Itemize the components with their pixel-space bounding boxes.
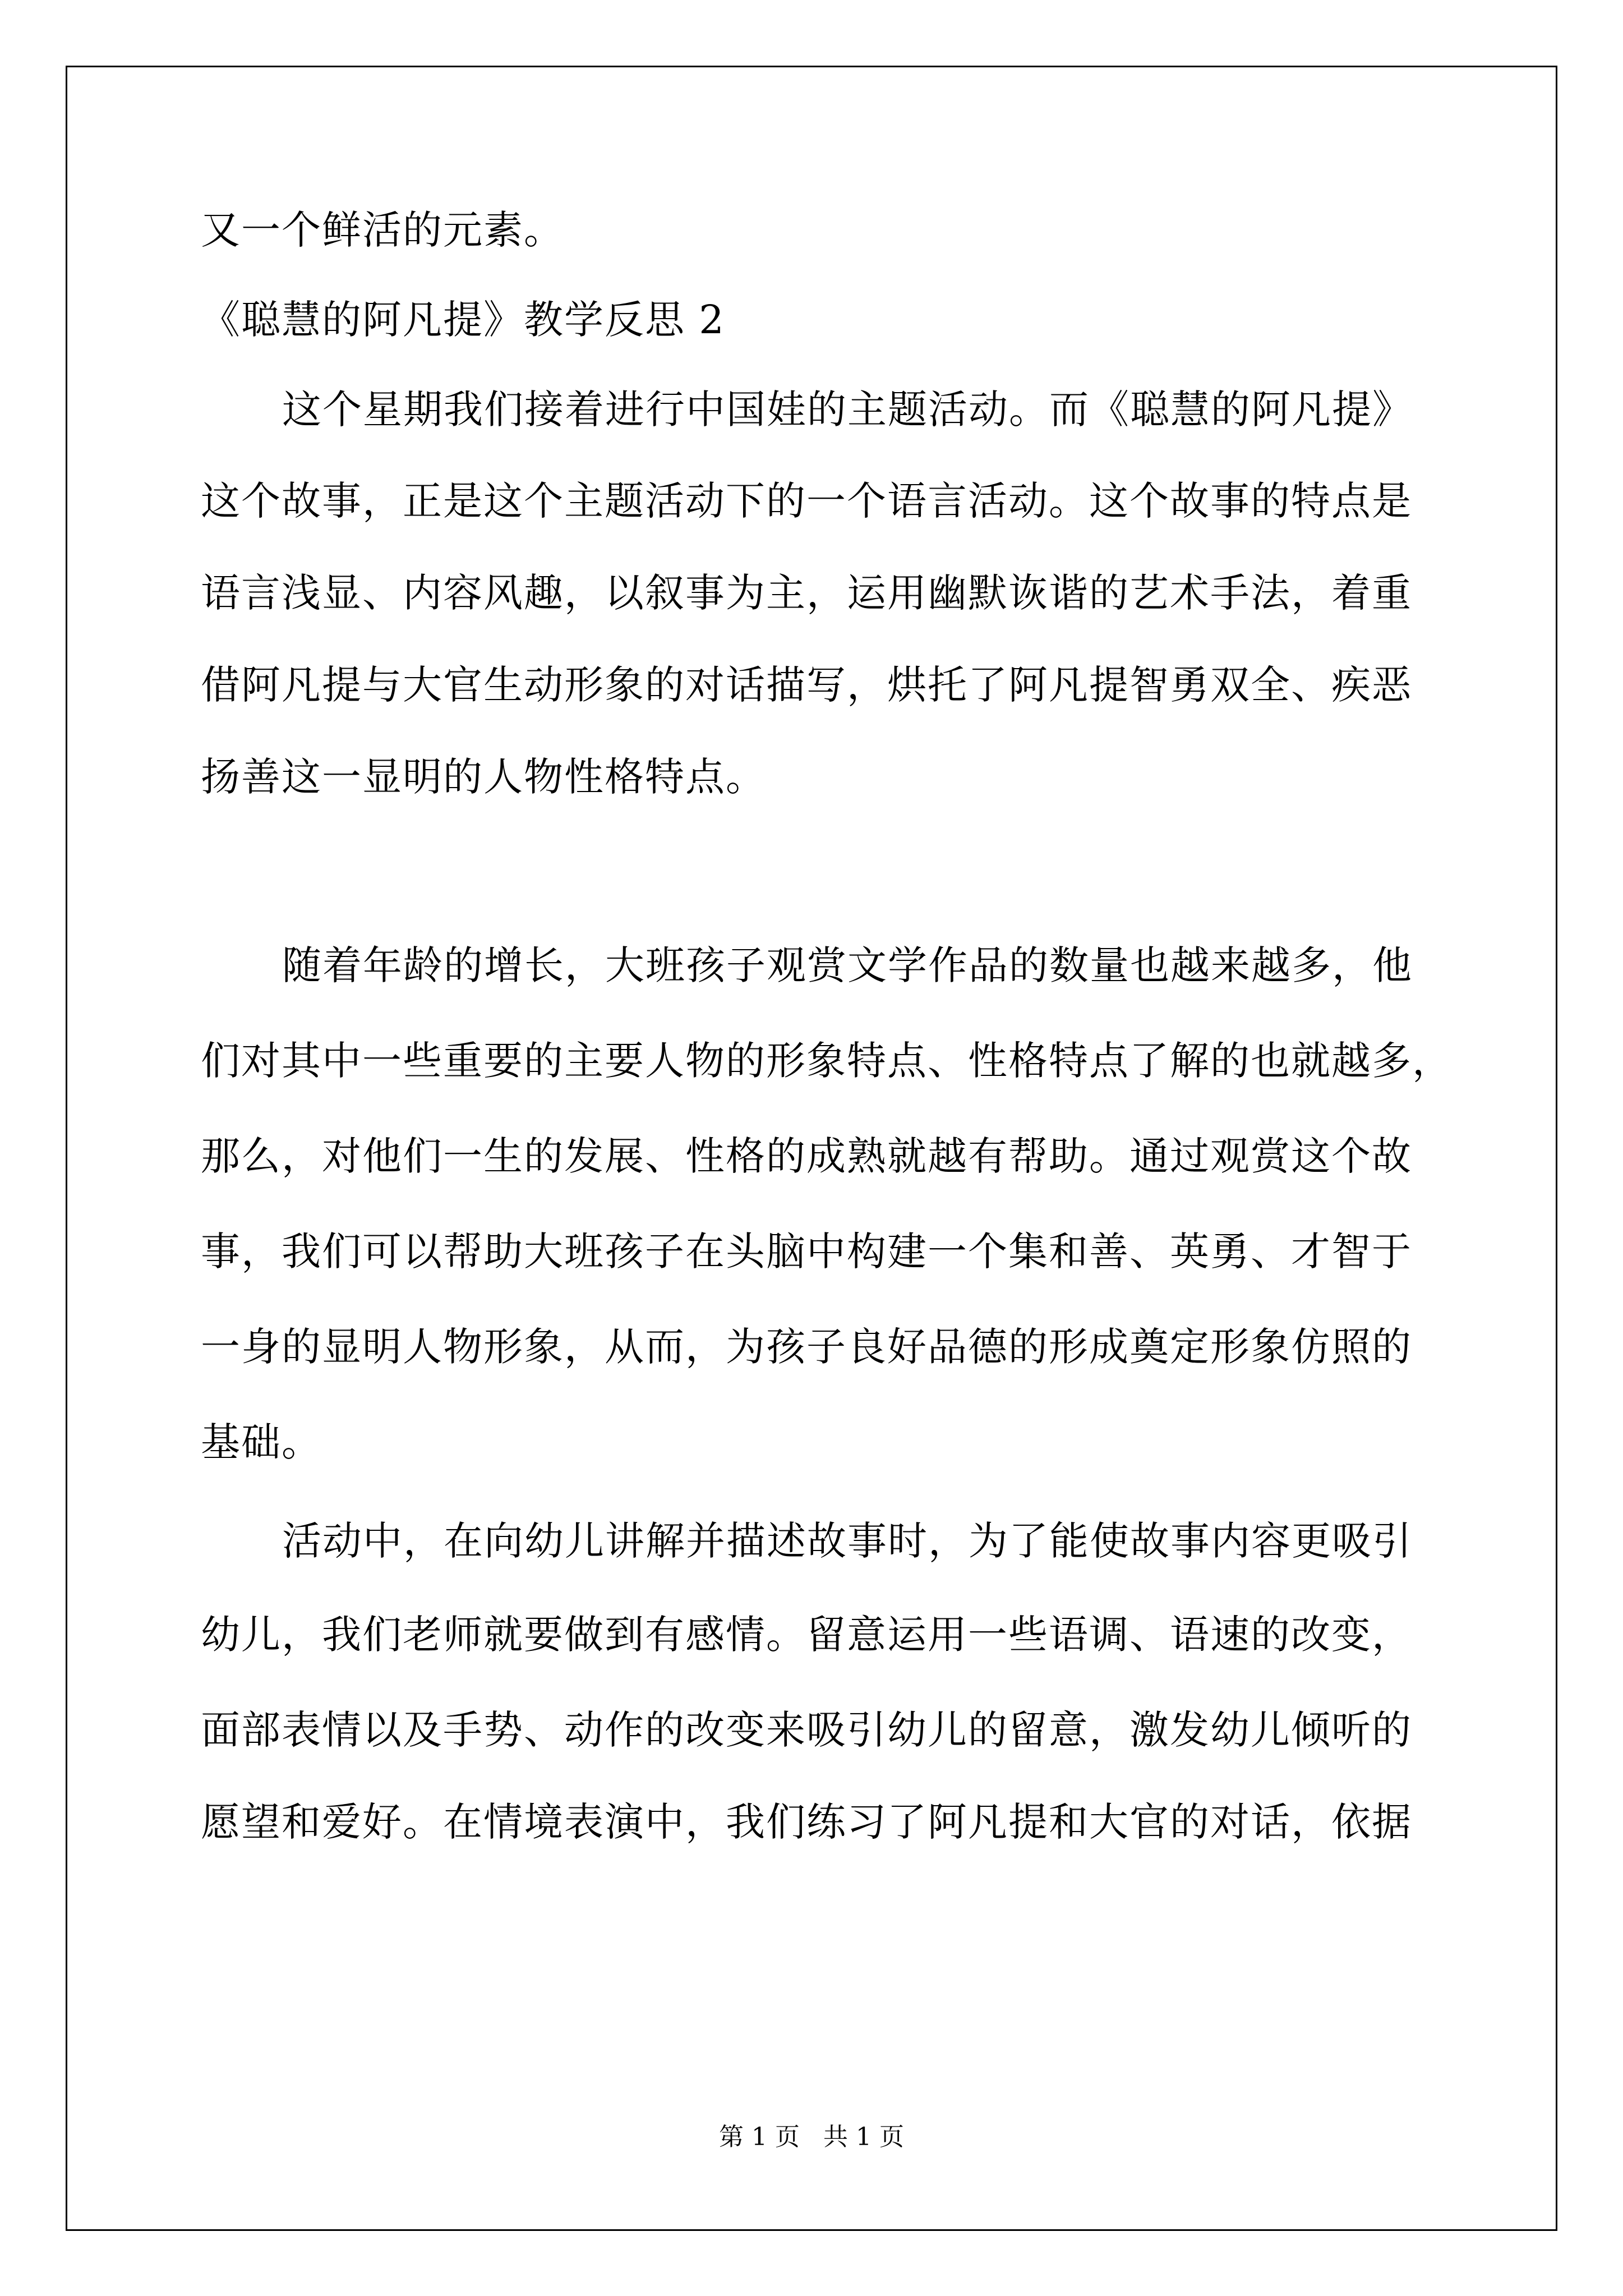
paragraph-line: 活动中，在向幼儿讲解并描述故事时，为了能使故事内容更吸引 — [282, 1518, 1413, 1564]
paragraph-line: 扬善这一显明的人物性格特点。 — [201, 754, 766, 800]
paragraph-line: 面部表情以及手势、动作的改变来吸引幼儿的留意，激发幼儿倾听的 — [201, 1707, 1412, 1753]
paragraph-line: 语言浅显、内容风趣，以叙事为主，运用幽默诙谐的艺术手法，着重 — [201, 570, 1412, 616]
paragraph-line: 愿望和爱好。在情境表演中，我们练习了阿凡提和大官的对话，依据 — [201, 1799, 1412, 1845]
paragraph-line: 借阿凡提与大官生动形象的对话描写，烘托了阿凡提智勇双全、疾恶 — [201, 662, 1412, 708]
paragraph-line: 这个故事，正是这个主题活动下的一个语言活动。这个故事的特点是 — [201, 478, 1412, 524]
page-footer: 第 1 页 共 1 页 — [719, 2123, 904, 2151]
paragraph-line: 幼儿，我们老师就要做到有感情。留意运用一些语调、语速的改变， — [201, 1612, 1412, 1658]
paragraph-line: 一身的显明人物形象，从而，为孩子良好品德的形成奠定形象仿照的 — [201, 1324, 1412, 1370]
paragraph-line: 事，我们可以帮助大班孩子在头脑中构建一个集和善、英勇、才智于 — [201, 1228, 1412, 1274]
paragraph-line: 又一个鲜活的元素。 — [201, 207, 564, 253]
paragraph-line: 这个星期我们接着进行中国娃的主题活动。而《聪慧的阿凡提》 — [282, 386, 1413, 432]
paragraph-line: 们对其中一些重要的主要人物的形象特点、性格特点了解的也就越多， — [201, 1038, 1453, 1084]
paragraph-line: 基础。 — [201, 1419, 322, 1465]
paragraph-line: 随着年龄的增长，大班孩子观赏文学作品的数量也越来越多，他 — [282, 942, 1413, 988]
section-heading: 《聪慧的阿凡提》教学反思 2 — [201, 297, 725, 343]
paragraph-line: 那么，对他们一生的发展、性格的成熟就越有帮助。通过观赏这个故 — [201, 1133, 1412, 1179]
